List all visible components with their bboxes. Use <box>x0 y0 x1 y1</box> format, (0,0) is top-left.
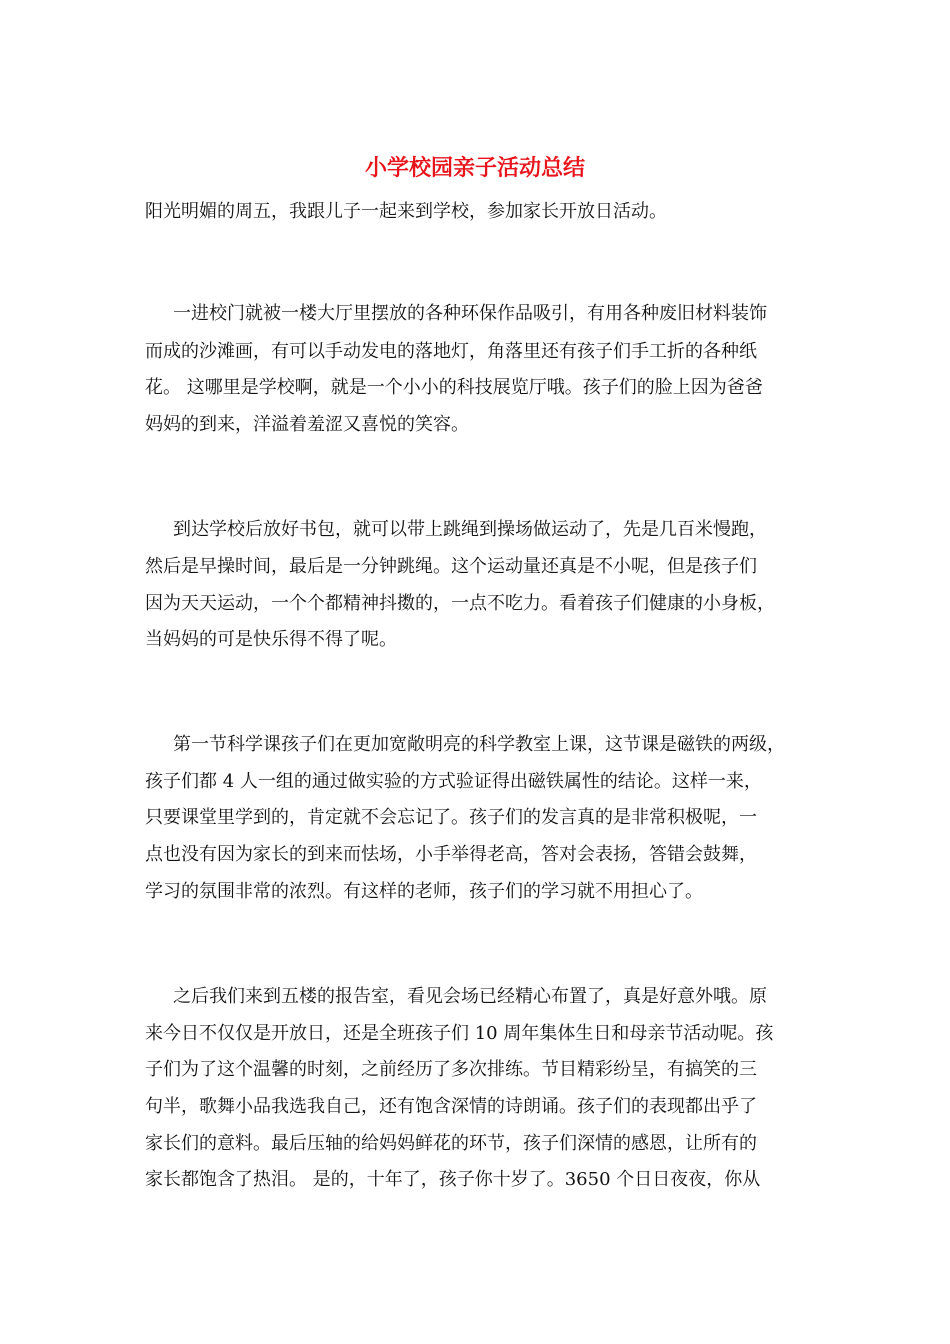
paragraph-5-line-4: 句半，歌舞小品我选我自己，还有饱含深情的诗朗诵。孩子们的表现都出乎了 <box>145 1096 757 1117</box>
paragraph-5-line-2: 来今日不仅仅是开放日，还是全班孩子们 10 周年集体生日和母亲节活动呢。孩 <box>145 1023 774 1044</box>
paragraph-2-line-4: 妈妈的到来，洋溢着羞涩又喜悦的笑容。 <box>145 414 469 435</box>
document-title: 小学校园亲子活动总结 <box>364 155 585 181</box>
paragraph-3-line-3: 因为天天运动，一个个都精神抖擞的，一点不吃力。看着孩子们健康的小身板， <box>145 593 775 614</box>
paragraph-5-line-3: 子们为了这个温馨的时刻，之前经历了多次排练。节目精彩纷呈，有搞笑的三 <box>145 1059 757 1080</box>
paragraph-2-line-3: 花。 这哪里是学校啊，就是一个小小的科技展览厅哦。孩子们的脸上因为爸爸 <box>145 377 763 398</box>
paragraph-2-line-1: 一进校门就被一楼大厅里摆放的各种环保作品吸引，有用各种废旧材料装饰 <box>173 303 767 324</box>
paragraph-4-line-2: 孩子们都 4 人一组的通过做实验的方式验证得出磁铁属性的结论。这样一来， <box>145 771 762 792</box>
paragraph-5-line-1: 之后我们来到五楼的报告室，看见会场已经精心布置了，真是好意外哦。原 <box>173 986 767 1007</box>
paragraph-4-line-4: 点也没有因为家长的到来而怯场，小手举得老高，答对会表扬，答错会鼓舞， <box>145 844 757 865</box>
paragraph-4-line-1: 第一节科学课孩子们在更加宽敞明亮的科学教室上课，这节课是磁铁的两级， <box>173 734 785 755</box>
paragraph-4-line-3: 只要课堂里学到的，肯定就不会忘记了。孩子们的发言真的是非常积极呢，一 <box>145 807 757 828</box>
paragraph-3-line-4: 当妈妈的可是快乐得不得了呢。 <box>145 629 397 650</box>
paragraph-5-line-6: 家长都饱含了热泪。 是的，十年了，孩子你十岁了。3650 个日日夜夜，你从 <box>145 1169 761 1190</box>
paragraph-5-line-5: 家长们的意料。最后压轴的给妈妈鲜花的环节，孩子们深情的感恩，让所有的 <box>145 1133 757 1154</box>
paragraph-3-line-2: 然后是早操时间，最后是一分钟跳绳。这个运动量还真是不小呢，但是孩子们 <box>145 556 757 577</box>
paragraph-1-line-1: 阳光明媚的周五，我跟儿子一起来到学校，参加家长开放日活动。 <box>145 201 667 222</box>
paragraph-2-line-2: 而成的沙滩画，有可以手动发电的落地灯，角落里还有孩子们手工折的各种纸 <box>145 341 757 362</box>
paragraph-4-line-5: 学习的氛围非常的浓烈。有这样的老师，孩子们的学习就不用担心了。 <box>145 881 703 902</box>
paragraph-3-line-1: 到达学校后放好书包，就可以带上跳绳到操场做运动了，先是几百米慢跑， <box>173 519 767 540</box>
